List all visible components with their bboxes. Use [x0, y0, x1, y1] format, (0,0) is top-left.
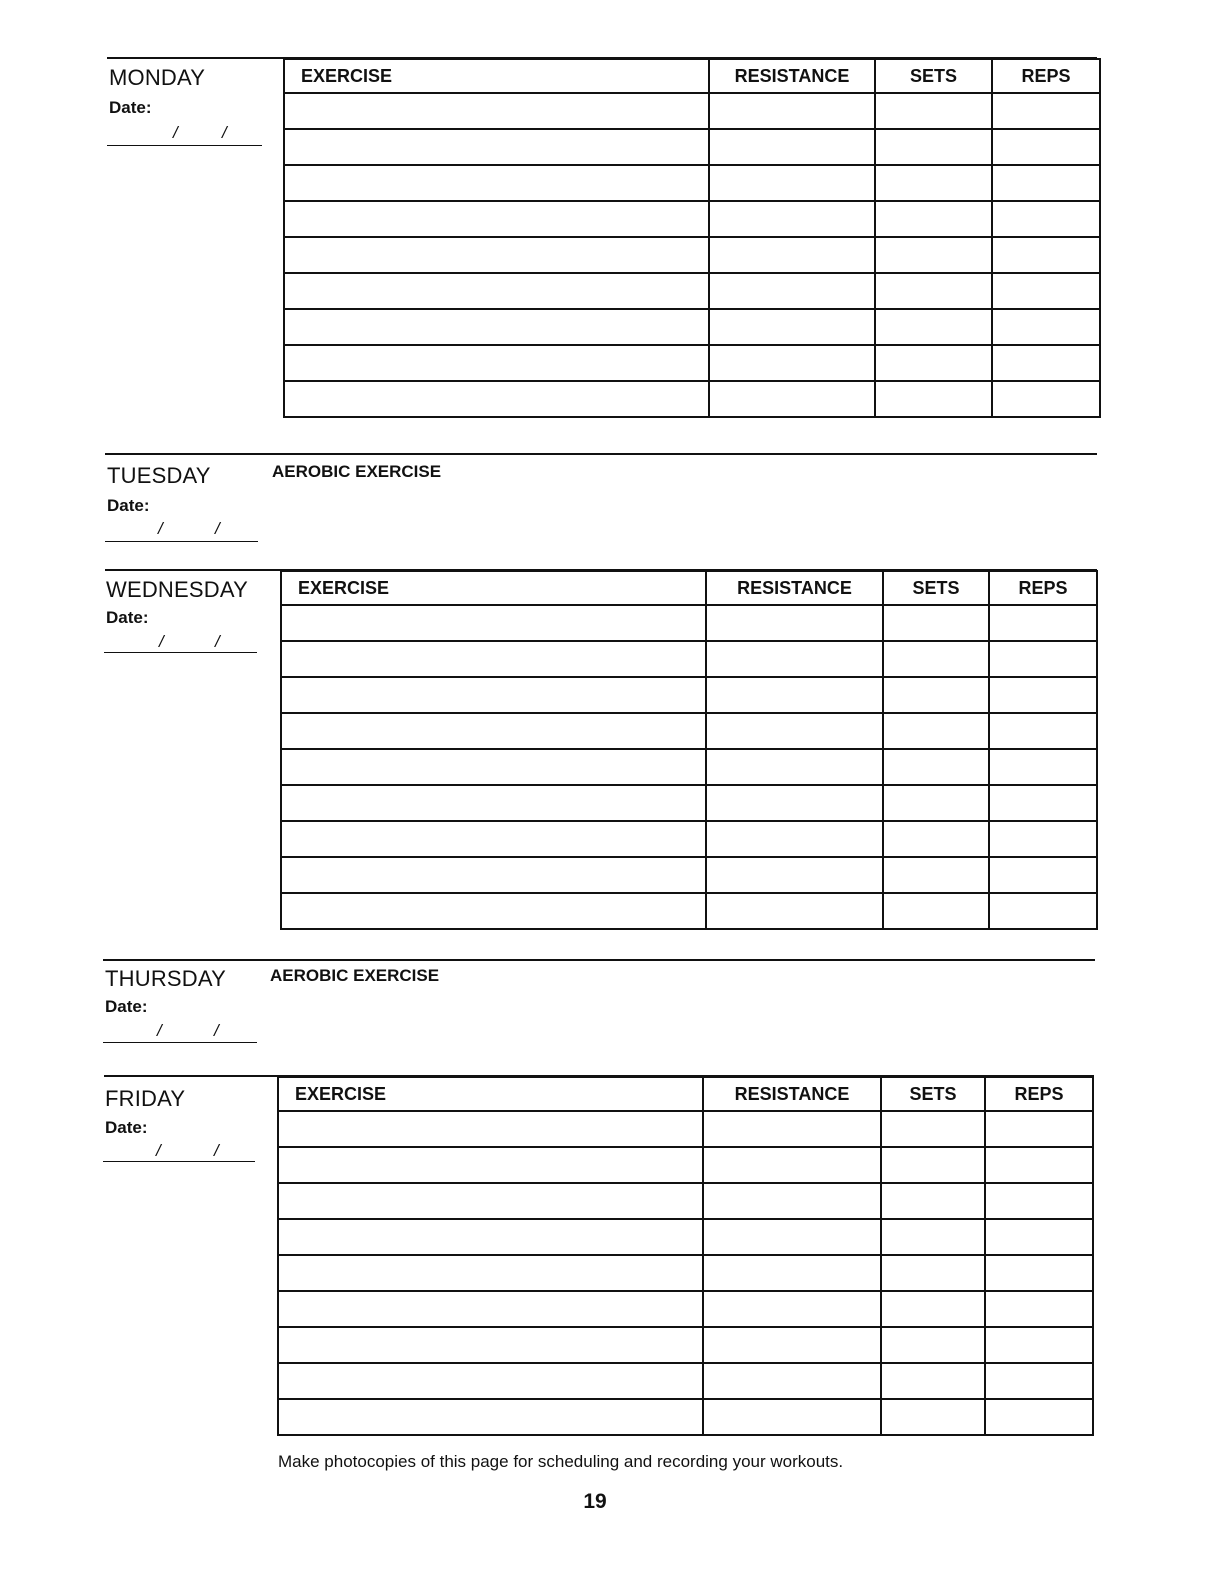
table-row	[284, 201, 1100, 237]
monday-date-field[interactable]	[107, 145, 262, 146]
table-row	[278, 1327, 1093, 1363]
reps-cell[interactable]	[992, 93, 1100, 129]
tuesday-date-label: Date:	[107, 496, 150, 515]
wednesday-date-label: Date:	[106, 608, 149, 627]
sets-header: SETS	[881, 1077, 985, 1111]
table-row	[278, 1219, 1093, 1255]
resistance-cell[interactable]	[706, 821, 883, 857]
table-row	[281, 785, 1097, 821]
reps-cell[interactable]	[992, 345, 1100, 381]
exercise-cell[interactable]	[278, 1291, 703, 1327]
sets-cell[interactable]	[881, 1363, 985, 1399]
reps-cell[interactable]	[992, 237, 1100, 273]
monday-exercise-table	[283, 58, 1101, 418]
exercise-cell[interactable]	[281, 893, 706, 929]
exercise-cell[interactable]	[284, 345, 709, 381]
reps-header: REPS	[985, 1077, 1093, 1111]
thursday-rule	[103, 959, 1095, 961]
resistance-header: RESISTANCE	[703, 1077, 881, 1111]
tuesday-rule	[105, 453, 1097, 455]
table-row	[278, 1291, 1093, 1327]
table-row	[281, 893, 1097, 929]
table-row	[281, 641, 1097, 677]
sets-cell[interactable]	[883, 821, 989, 857]
resistance-cell[interactable]	[706, 857, 883, 893]
reps-cell[interactable]	[989, 893, 1097, 929]
resistance-cell[interactable]	[706, 893, 883, 929]
reps-header: REPS	[989, 571, 1097, 605]
sets-cell[interactable]	[883, 749, 989, 785]
resistance-cell[interactable]	[703, 1291, 881, 1327]
sets-cell[interactable]	[883, 677, 989, 713]
monday-date-slash-1: /	[173, 123, 178, 142]
resistance-cell[interactable]	[706, 749, 883, 785]
exercise-cell[interactable]	[284, 273, 709, 309]
table-row	[278, 1147, 1093, 1183]
exercise-cell[interactable]	[281, 857, 706, 893]
sets-cell[interactable]	[883, 893, 989, 929]
reps-cell[interactable]	[985, 1291, 1093, 1327]
tuesday-title: TUESDAY	[107, 463, 211, 488]
resistance-cell[interactable]	[703, 1399, 881, 1435]
exercise-header: EXERCISE	[281, 571, 706, 605]
table-row	[278, 1363, 1093, 1399]
reps-cell[interactable]	[992, 129, 1100, 165]
thursday-date-slash-1: /	[157, 1021, 162, 1040]
resistance-header: RESISTANCE	[709, 59, 875, 93]
reps-cell[interactable]	[992, 381, 1100, 417]
tuesday-date-slash-1: /	[158, 519, 163, 538]
wednesday-date-slash-1: /	[159, 632, 164, 651]
reps-cell[interactable]	[989, 605, 1097, 641]
reps-cell[interactable]	[992, 165, 1100, 201]
reps-cell[interactable]	[985, 1111, 1093, 1147]
monday-title: MONDAY	[109, 65, 206, 90]
resistance-cell[interactable]	[709, 309, 875, 345]
exercise-cell[interactable]	[284, 309, 709, 345]
resistance-cell[interactable]	[706, 677, 883, 713]
table-row	[284, 381, 1100, 417]
exercise-cell[interactable]	[278, 1111, 703, 1147]
table-row	[278, 1255, 1093, 1291]
resistance-cell[interactable]	[703, 1255, 881, 1291]
thursday-title: THURSDAY	[105, 966, 226, 991]
sets-cell[interactable]	[875, 93, 992, 129]
resistance-header: RESISTANCE	[706, 571, 883, 605]
exercise-cell[interactable]	[284, 237, 709, 273]
friday-date-label: Date:	[105, 1118, 148, 1137]
reps-cell[interactable]	[985, 1255, 1093, 1291]
sets-cell[interactable]	[883, 605, 989, 641]
sets-cell[interactable]	[875, 129, 992, 165]
reps-cell[interactable]	[992, 273, 1100, 309]
exercise-cell[interactable]	[278, 1147, 703, 1183]
table-row	[281, 713, 1097, 749]
table-row	[278, 1399, 1093, 1435]
resistance-cell[interactable]	[709, 237, 875, 273]
thursday-date-field[interactable]	[103, 1042, 257, 1043]
exercise-cell[interactable]	[284, 93, 709, 129]
sets-header: SETS	[875, 59, 992, 93]
reps-cell[interactable]	[985, 1183, 1093, 1219]
reps-cell[interactable]	[992, 309, 1100, 345]
exercise-header: EXERCISE	[278, 1077, 703, 1111]
reps-cell[interactable]	[992, 201, 1100, 237]
friday-title: FRIDAY	[105, 1086, 186, 1111]
exercise-cell[interactable]	[281, 785, 706, 821]
sets-cell[interactable]	[881, 1219, 985, 1255]
sets-cell[interactable]	[881, 1111, 985, 1147]
sets-cell[interactable]	[881, 1291, 985, 1327]
tuesday-aerobic-label: AEROBIC EXERCISE	[272, 462, 442, 481]
resistance-cell[interactable]	[709, 345, 875, 381]
sets-cell[interactable]	[875, 345, 992, 381]
resistance-cell[interactable]	[709, 201, 875, 237]
sets-cell[interactable]	[881, 1327, 985, 1363]
sets-cell[interactable]	[883, 785, 989, 821]
table-row	[284, 165, 1100, 201]
exercise-cell[interactable]	[281, 713, 706, 749]
exercise-cell[interactable]	[278, 1363, 703, 1399]
exercise-cell[interactable]	[278, 1183, 703, 1219]
monday-date-slash-2: /	[222, 123, 227, 142]
wednesday-date-field[interactable]	[104, 652, 257, 653]
exercise-cell[interactable]	[284, 381, 709, 417]
table-row	[278, 1111, 1093, 1147]
exercise-cell[interactable]	[284, 201, 709, 237]
friday-date-field[interactable]	[103, 1161, 255, 1162]
thursday-aerobic-label: AEROBIC EXERCISE	[270, 966, 440, 985]
resistance-cell[interactable]	[709, 129, 875, 165]
exercise-cell[interactable]	[281, 605, 706, 641]
exercise-cell[interactable]	[281, 821, 706, 857]
friday-exercise-table	[277, 1076, 1094, 1436]
sets-cell[interactable]	[883, 713, 989, 749]
resistance-cell[interactable]	[703, 1327, 881, 1363]
sets-cell[interactable]	[881, 1183, 985, 1219]
reps-cell[interactable]	[989, 785, 1097, 821]
reps-cell[interactable]	[989, 821, 1097, 857]
resistance-cell[interactable]	[703, 1147, 881, 1183]
monday-date-label: Date:	[109, 98, 152, 117]
exercise-cell[interactable]	[284, 165, 709, 201]
photocopy-note: Make photocopies of this page for scheduling and recording your workouts.	[278, 1452, 844, 1471]
resistance-cell[interactable]	[706, 641, 883, 677]
sets-cell[interactable]	[875, 381, 992, 417]
resistance-cell[interactable]	[706, 713, 883, 749]
resistance-cell[interactable]	[709, 381, 875, 417]
sets-cell[interactable]	[875, 165, 992, 201]
resistance-cell[interactable]	[709, 165, 875, 201]
wednesday-date-slash-2: /	[215, 632, 220, 651]
reps-cell[interactable]	[989, 713, 1097, 749]
reps-cell[interactable]	[989, 749, 1097, 785]
thursday-date-label: Date:	[105, 997, 148, 1016]
table-row	[281, 677, 1097, 713]
reps-header: REPS	[992, 59, 1100, 93]
exercise-cell[interactable]	[278, 1327, 703, 1363]
exercise-cell[interactable]	[281, 749, 706, 785]
thursday-date-slash-2: /	[214, 1021, 219, 1040]
resistance-cell[interactable]	[703, 1363, 881, 1399]
reps-cell[interactable]	[989, 857, 1097, 893]
page-number: 19	[583, 1490, 607, 1513]
resistance-cell[interactable]	[703, 1219, 881, 1255]
sets-header: SETS	[883, 571, 989, 605]
table-row	[281, 821, 1097, 857]
table-row	[284, 237, 1100, 273]
sets-cell[interactable]	[875, 237, 992, 273]
reps-cell[interactable]	[985, 1219, 1093, 1255]
reps-cell[interactable]	[985, 1327, 1093, 1363]
sets-cell[interactable]	[881, 1399, 985, 1435]
tuesday-date-slash-2: /	[215, 519, 220, 538]
resistance-cell[interactable]	[706, 785, 883, 821]
exercise-cell[interactable]	[284, 129, 709, 165]
table-row	[281, 749, 1097, 785]
sets-cell[interactable]	[875, 201, 992, 237]
resistance-cell[interactable]	[706, 605, 883, 641]
sets-cell[interactable]	[875, 309, 992, 345]
table-row	[278, 1183, 1093, 1219]
tuesday-date-field[interactable]	[105, 541, 258, 542]
friday-date-slash-2: /	[214, 1141, 219, 1160]
resistance-cell[interactable]	[709, 273, 875, 309]
reps-cell[interactable]	[989, 677, 1097, 713]
reps-cell[interactable]	[985, 1147, 1093, 1183]
sets-cell[interactable]	[883, 857, 989, 893]
exercise-header: EXERCISE	[284, 59, 709, 93]
reps-cell[interactable]	[985, 1399, 1093, 1435]
table-row	[284, 93, 1100, 129]
table-row	[284, 129, 1100, 165]
reps-cell[interactable]	[989, 641, 1097, 677]
table-row	[281, 605, 1097, 641]
wednesday-title: WEDNESDAY	[106, 577, 248, 602]
sets-cell[interactable]	[875, 273, 992, 309]
exercise-cell[interactable]	[278, 1399, 703, 1435]
friday-date-slash-1: /	[156, 1141, 161, 1160]
exercise-cell[interactable]	[281, 641, 706, 677]
exercise-cell[interactable]	[278, 1255, 703, 1291]
exercise-cell[interactable]	[278, 1219, 703, 1255]
resistance-cell[interactable]	[703, 1183, 881, 1219]
wednesday-exercise-table	[280, 570, 1098, 930]
table-row	[281, 857, 1097, 893]
reps-cell[interactable]	[985, 1363, 1093, 1399]
sets-cell[interactable]	[883, 641, 989, 677]
sets-cell[interactable]	[881, 1255, 985, 1291]
resistance-cell[interactable]	[703, 1111, 881, 1147]
table-row	[284, 345, 1100, 381]
exercise-cell[interactable]	[281, 677, 706, 713]
table-row	[284, 273, 1100, 309]
table-row	[284, 309, 1100, 345]
sets-cell[interactable]	[881, 1147, 985, 1183]
resistance-cell[interactable]	[709, 93, 875, 129]
